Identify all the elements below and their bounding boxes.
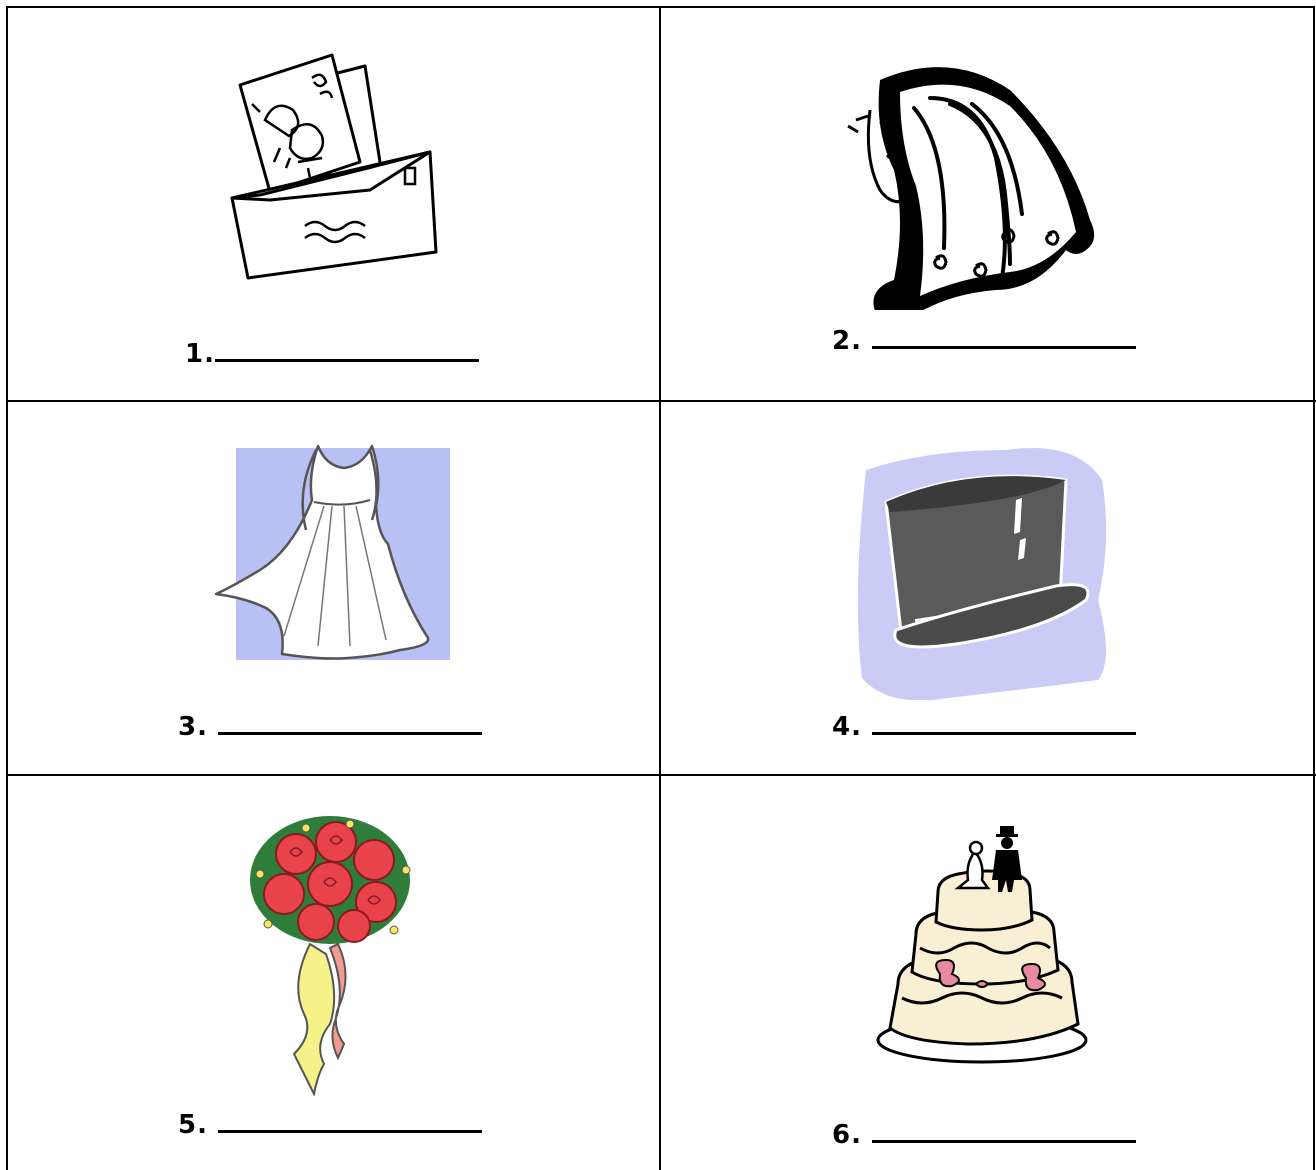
answer-blank[interactable] bbox=[218, 708, 482, 735]
answer-blank[interactable] bbox=[215, 335, 479, 362]
wedding-dress-icon bbox=[214, 442, 450, 662]
item-number: 5. bbox=[178, 1110, 208, 1140]
answer-blank[interactable] bbox=[872, 708, 1136, 735]
grid-right-border bbox=[1313, 6, 1315, 1170]
answer-blank[interactable] bbox=[218, 1106, 482, 1133]
grid-column-divider bbox=[659, 6, 661, 1170]
item-number: 6. bbox=[832, 1120, 862, 1150]
top-hat-icon bbox=[856, 440, 1118, 700]
wedding-invitation-icon bbox=[220, 50, 450, 290]
item-label-5 bbox=[178, 1106, 482, 1140]
wedding-cake-icon bbox=[876, 814, 1090, 1070]
bridal-veil-icon bbox=[840, 50, 1130, 310]
item-label-3 bbox=[178, 708, 482, 742]
answer-blank[interactable] bbox=[872, 1116, 1136, 1143]
bouquet-icon bbox=[246, 814, 416, 1096]
item-number: 1. bbox=[185, 339, 215, 369]
item-label-6 bbox=[832, 1116, 1136, 1150]
grid-row-divider-1 bbox=[6, 400, 1316, 402]
item-number: 3. bbox=[178, 712, 208, 742]
grid-row-divider-2 bbox=[6, 774, 1316, 776]
item-label-4 bbox=[832, 708, 1136, 742]
item-number: 2. bbox=[832, 326, 862, 356]
answer-blank[interactable] bbox=[872, 322, 1136, 349]
item-label-2 bbox=[832, 322, 1136, 356]
item-label-1 bbox=[185, 335, 479, 369]
item-number: 4. bbox=[832, 712, 862, 742]
